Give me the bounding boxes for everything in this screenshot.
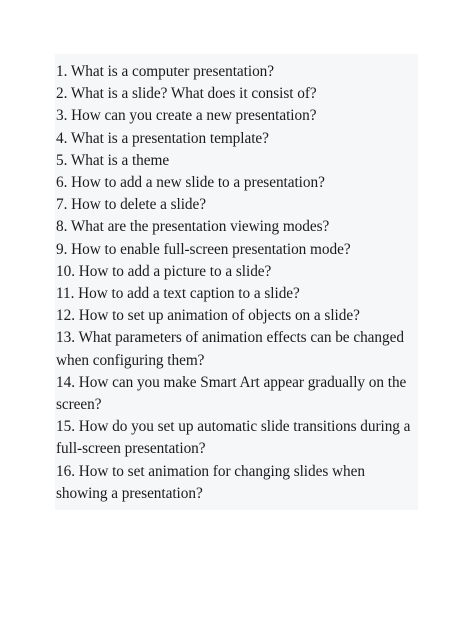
question-item: 9. How to enable full-screen presentation mode? bbox=[56, 240, 351, 258]
question-item: 1. What is a computer presentation? bbox=[56, 63, 275, 80]
question-item: 2. What is a slide? What does it consist of? bbox=[56, 85, 317, 103]
question-item: 16. How to set animation for changing slides when showing a presentation? bbox=[56, 462, 365, 502]
question-item: 15. How do you set up automatic slide transitions during a full-screen presentation? bbox=[56, 418, 411, 458]
question-item: 11. How to add a text caption to a slide? bbox=[56, 285, 300, 303]
question-item: 14. How can you make Smart Art appear gradually on the screen? bbox=[56, 373, 407, 414]
question-item: 6. How to add a new slide to a presentation? bbox=[56, 174, 325, 192]
question-item: 10. How to add a picture to a slide? bbox=[56, 262, 272, 280]
question-item: 5. What is a theme bbox=[56, 151, 170, 169]
question-item: 13. What parameters of animation effects can be changed when configuring them? bbox=[56, 329, 404, 369]
question-list bbox=[56, 61, 418, 505]
question-item: 8. What are the presentation viewing modes? bbox=[56, 218, 330, 236]
question-item: 3. How can you create a new presentation? bbox=[56, 107, 317, 125]
question-item: 12. How to set up animation of objects on a slide? bbox=[56, 307, 360, 325]
question-item: 4. What is a presentation template? bbox=[56, 129, 269, 147]
question-item: 7. How to delete a slide? bbox=[56, 196, 206, 214]
